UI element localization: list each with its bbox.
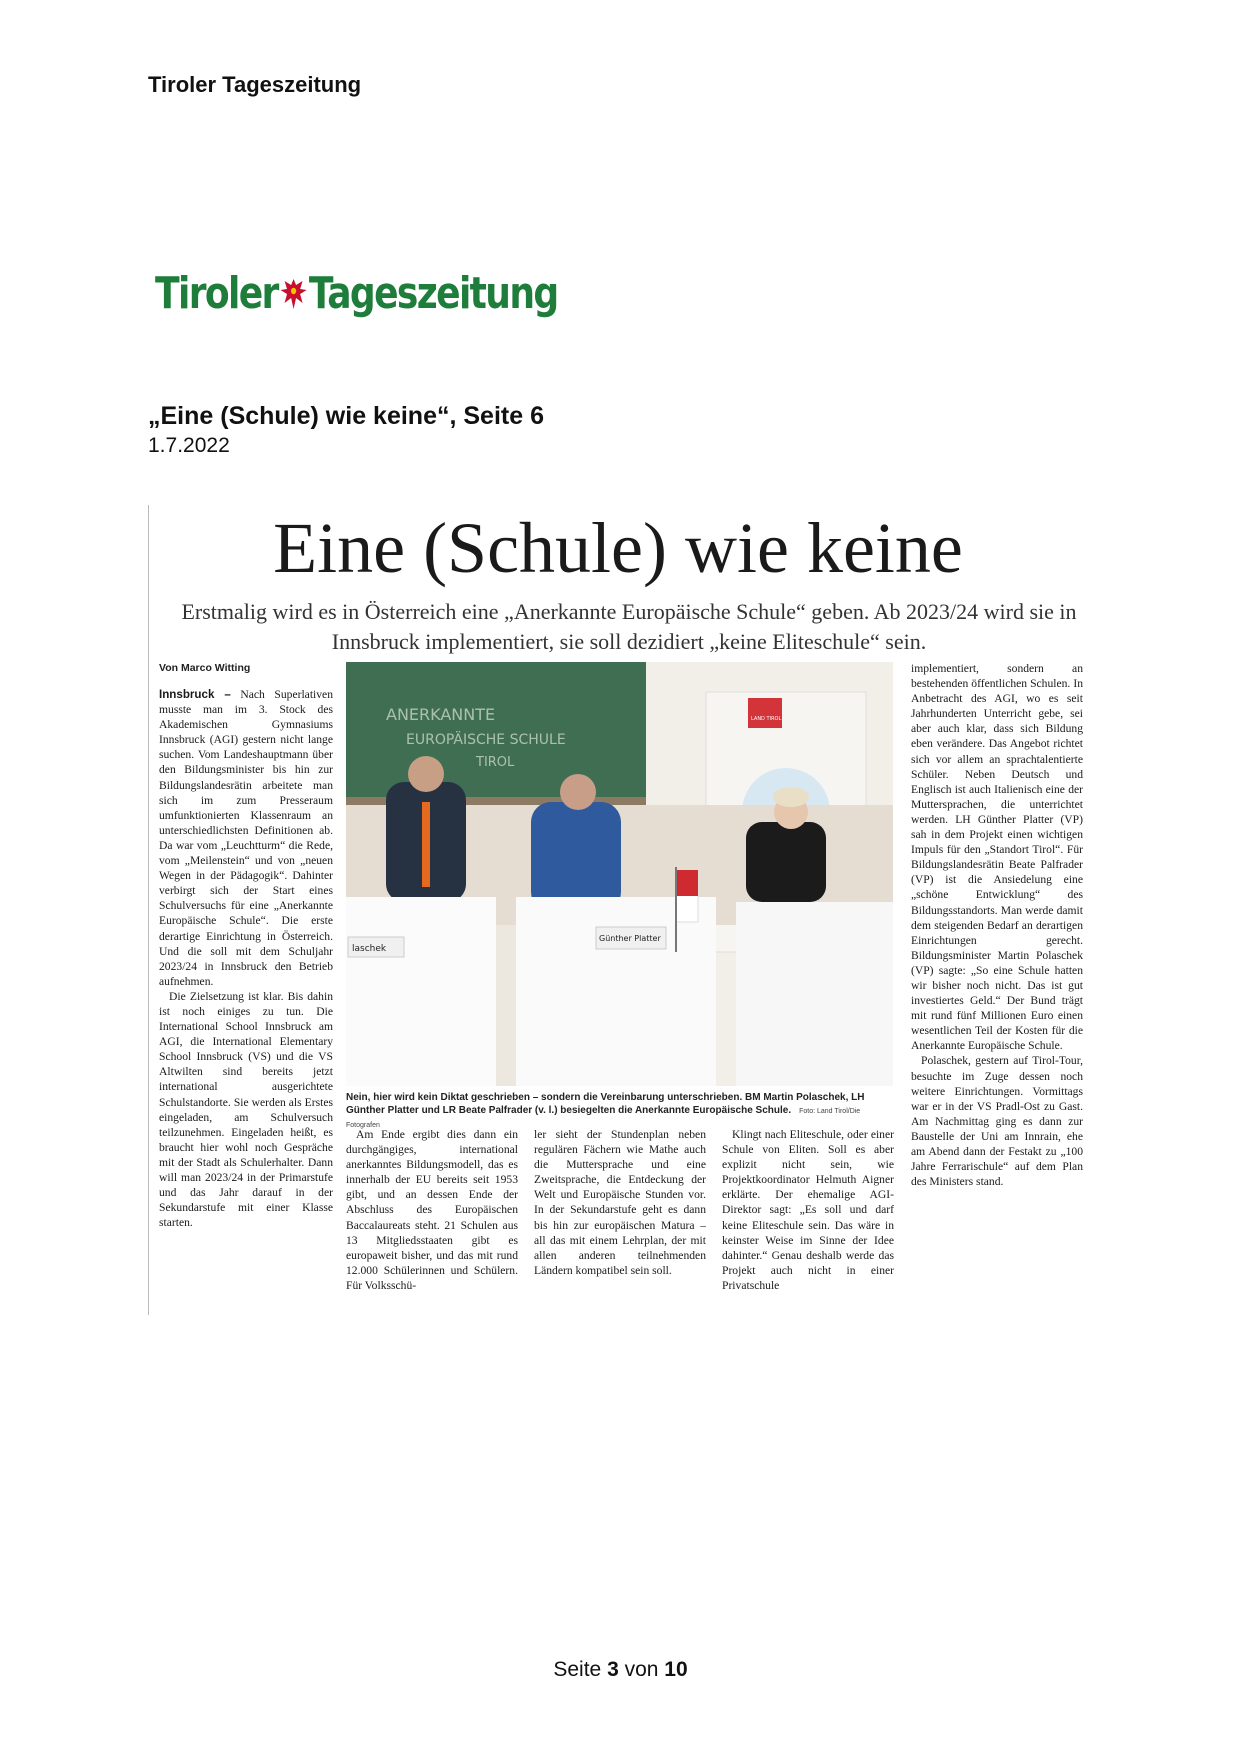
article-subhead: Erstmalig wird es in Österreich eine „Anerkannte Europäische Schule“ geben. Ab 2023/24 wird sie in Innsbruck implementiert, sie soll dezidiert „keine Eliteschule“ sein. [181, 599, 1077, 654]
article-paragraph: ler sieht der Stundenplan neben regulären Fächern wie Mathe auch die Muttersprache und eine Zweitsprache, die Entdeckung der Welt und Europäische Stunden vor. In der Sekundarstufe geht es dann bis hin zur europäischen Matura – all das mit einem Lehrplan, der mit allen anderen teilnehmenden Ländern kompatibel sein soll. [534, 1128, 706, 1277]
photo-caption [346, 1091, 893, 1132]
nameplate-left: laschek [352, 944, 387, 954]
source-name: Tiroler Tageszeitung [148, 72, 362, 97]
footer-middle: von [624, 1658, 659, 1681]
article-photo [346, 662, 893, 1086]
board-line-2: EUROPÄISCHE SCHULE [406, 732, 566, 748]
photo-credit: Foto: Land Tirol/Die Fotografen [346, 1108, 861, 1129]
article-column-2 [346, 1127, 518, 1302]
article-column-4 [722, 1127, 894, 1302]
article-paragraph: Die Zielsetzung ist klar. Bis dahin ist noch einiges zu tun. Die International School Innsbruck am AGI, die International Elementary School Innsbruck (VS) und die VS Altwilten sind bereits jetzt international ausgerichtete Schulstandorte. Sie werden als Erstes eingeladen, am Schulversuch teilzunehmen. Eingeladen heißt, es braucht hier wohl noch Gespräche mit der Stadt als Schulerhalter. Dann will man 2023/24 in der Primarstufe und das Jahr darauf in der Sekundarstufe mit einer Klasse starten. [159, 989, 333, 1230]
tyrol-eagle-icon [279, 273, 307, 313]
footer-prefix: Seite [553, 1658, 602, 1681]
article-column-1 [159, 687, 333, 1297]
nameplate-center: Günther Platter [599, 934, 661, 943]
article-paragraph: Polaschek, gestern auf Tirol-Tour, besuchte im Zuge dessen noch weitere Einrichtungen. Vormittags war er in der VS Pradl-Ost zu Gast. Am Nachmittag ging es dann zur Baustelle der Uni am Innrain, ehe am Abend dann der Festakt zu „100 Jahre Ferrarischule“ auf dem Plan des Ministers stand. [911, 1054, 1083, 1189]
footer-page-number: 3 [607, 1658, 619, 1681]
logo-word-2: Tageszeitung [308, 267, 558, 319]
footer-page-total: 10 [664, 1658, 688, 1681]
article-paragraph [159, 687, 333, 989]
page-footer [0, 1658, 1241, 1682]
article-clipping [148, 505, 1087, 1315]
article-column-3 [534, 1127, 706, 1302]
banner-text: LAND TIROL [751, 716, 782, 722]
board-line-1: ANERKANNTE [386, 705, 496, 724]
article-headline: Eine (Schule) wie keine [273, 508, 963, 588]
board-line-3: TIROL [476, 755, 515, 770]
newspaper-logo [155, 268, 558, 318]
caption-text: Nein, hier wird kein Diktat geschrieben – sondern die Vereinbarung unterschrieben. BM Martin Polaschek, LH Günther Platter und LR Beate Palfrader (v. l.) besiegelten die Anerkannte Europäische Schule. [346, 1092, 865, 1116]
article-dateline: Innsbruck – [159, 688, 231, 701]
logo-word-1: Tiroler [155, 267, 278, 319]
article-byline: Von Marco Witting [159, 662, 251, 674]
article-paragraph: implementiert, sondern an bestehenden öffentlichen Schulen. In Anbetracht des AGI, wo es seit Jahrhunderten Unterricht gebe, sei aber auch klar, dass sich Bildung eben verändere. Das Angebot richtet sich vor allem an sprachtalentierte Schüler. Neben Deutsch und Englisch ist auch Italienisch eine der Muttersprachen, die unterrichtet werden. LH Günther Platter (VP) sah in dem Projekt einen wichtigen Impuls für den „Standort Tirol“. Für Bildungslandesrätin Beate Palfrader (VP) ist die Ansiedelung eine „schöne Entwicklung“ des Bildungsstandorts. Man werde damit dem steigenden Bedarf an derartigen Einrichtungen gerecht. Bildungsminister Martin Polaschek (VP) sagte: „So eine Schule hatten wir bisher noch nicht. Das ist gut investiertes Geld.“ Der Bund trägt mit rund fünf Millionen Euro einen wesentlichen Teil der Kosten für die Anerkannte Europäische Schule. [911, 662, 1083, 1053]
article-column-5 [911, 661, 1083, 1303]
clip-date: 1.7.2022 [148, 434, 230, 457]
clip-title: „Eine (Schule) wie keine“, Seite 6 [148, 402, 544, 430]
article-paragraph: Klingt nach Eliteschule, oder einer Schule von Eliten. Soll es aber explizit nicht sein, wie Projektkoordinator Helmuth Aigner erklärte. Der ehemalige AGI-Direktor sagt: „Es soll und darf keine Eliteschule sein. Das wäre in keinster Weise im Sinne der Idee dahinter.“ Genau deshalb werde das Projekt auch nicht in einer Privatschule [722, 1128, 894, 1292]
article-paragraph: Am Ende ergibt dies dann ein durchgängiges, international anerkanntes Bildungsmodell, das es innerhalb der EU bereits seit 1953 gibt, und an dessen Ende der Abschluss des Europäischen Baccalaureats steht. 21 Schulen aus 13 Mitgliedsstaaten gibt es europaweit bisher, und das mit rund 12.000 Schülerinnen und Schülern. Für Volksschü- [346, 1128, 518, 1292]
article-text: Nach Superlativen musste man im 3. Stock des Akademischen Gymnasiums Innsbruck (AGI) gestern nicht lange suchen. Vom Landeshauptmann über den Bildungsminister bis hin zur Bildungslandesrätin arbeitete man sich im zum Presseraum umfunktionierten Klassenraum an unterschiedlichsten Definitionen ab. Da war vom „Leuchtturm“ die Rede, vom „Meilenstein“ und von „neuen Wegen in der Pädagogik“. Dahinter verbirgt sich der Start eines Schulversuchs für eine „Anerkannte Europäische Schule“. Die erste derartige Einrichtung in Österreich. Und die soll mit dem Schuljahr 2023/24 in Innsbruck den Betrieb aufnehmen. [159, 688, 333, 988]
